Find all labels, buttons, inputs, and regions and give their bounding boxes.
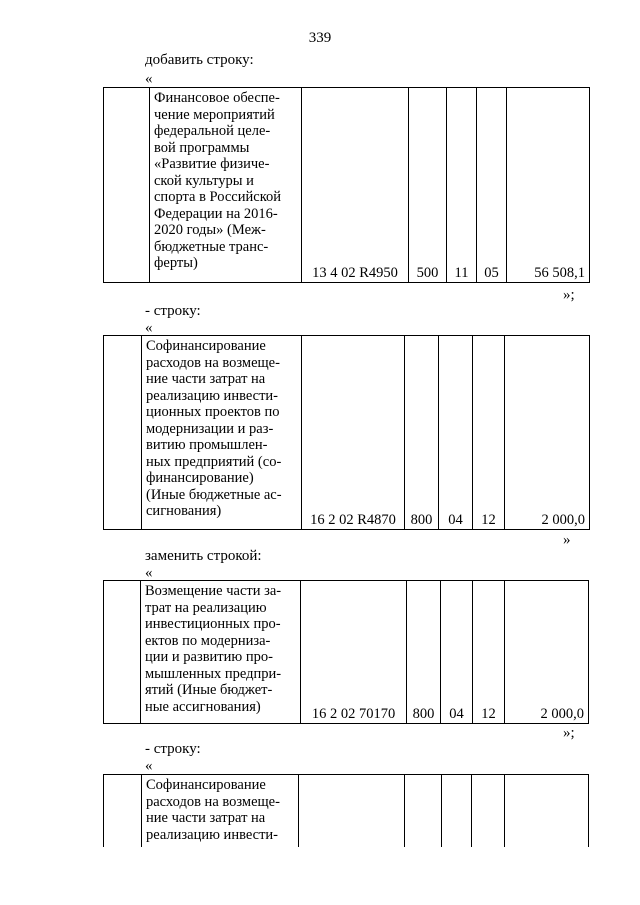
section-code-cell xyxy=(442,775,472,847)
expense-type-code-cell: 800 xyxy=(405,336,439,530)
open-quote: « xyxy=(145,320,153,336)
instruction-label: - строку: xyxy=(145,741,201,757)
budget-table xyxy=(103,580,589,724)
expense-type-code-cell: 800 xyxy=(407,581,441,724)
empty-cell xyxy=(104,336,142,530)
section-code-cell: 11 xyxy=(447,88,477,283)
page-number: 339 xyxy=(308,30,332,46)
budget-table xyxy=(103,87,590,283)
close-quote: »; xyxy=(563,725,575,741)
table-row xyxy=(104,336,590,530)
amount-cell: 56 508,1 xyxy=(507,88,590,283)
open-quote: « xyxy=(145,565,153,581)
amount-cell: 2 000,0 xyxy=(505,336,590,530)
empty-cell xyxy=(104,581,141,724)
open-quote: « xyxy=(145,71,153,87)
expense-name-cell: Софинансирование расходов на возмеще- ние части затрат на реализацию инвести- xyxy=(142,775,299,847)
budget-table xyxy=(103,774,589,847)
subsection-code-cell: 12 xyxy=(473,336,505,530)
target-article-code-cell: 13 4 02 R4950 xyxy=(302,88,409,283)
amount-cell xyxy=(505,775,589,847)
expense-name-cell: Софинансирование расходов на возмеще- ние части затрат на реализацию инвести- ционных проектов по модернизации и раз- витию промышлен- ных предприятий (со- финансирование) (Иные бюджетные ас- сигнования) xyxy=(142,336,302,530)
table-row xyxy=(104,775,589,847)
target-article-code-cell: 16 2 02 70170 xyxy=(301,581,407,724)
instruction-label: заменить строкой: xyxy=(145,548,262,564)
open-quote: « xyxy=(145,758,153,774)
target-article-code-cell: 16 2 02 R4870 xyxy=(302,336,405,530)
subsection-code-cell: 05 xyxy=(477,88,507,283)
table-row xyxy=(104,88,590,283)
empty-cell xyxy=(104,88,150,283)
section-code-cell: 04 xyxy=(441,581,473,724)
expense-name-cell: Финансовое обеспе- чение мероприятий федеральной целе- вой программы «Развитие физиче- ской культуры и спорта в Российской Федерации на 2016- 2020 годы» (Меж- бюджетные транс- ферты) xyxy=(150,88,302,283)
amount-cell: 2 000,0 xyxy=(505,581,589,724)
table-row xyxy=(104,581,589,724)
instruction-label: добавить строку: xyxy=(145,52,254,68)
expense-type-code-cell: 500 xyxy=(409,88,447,283)
budget-table xyxy=(103,335,590,530)
target-article-code-cell xyxy=(299,775,405,847)
instruction-label: - строку: xyxy=(145,303,201,319)
subsection-code-cell: 12 xyxy=(473,581,505,724)
expense-type-code-cell xyxy=(405,775,442,847)
close-quote: » xyxy=(563,532,571,548)
section-code-cell: 04 xyxy=(439,336,473,530)
subsection-code-cell xyxy=(472,775,505,847)
empty-cell xyxy=(104,775,142,847)
close-quote: »; xyxy=(563,287,575,303)
expense-name-cell: Возмещение части за- трат на реализацию инвестиционных про- ектов по модерниза- ции и развитию про- мышленных предпри- ятий (Иные бюджет- ные ассигнования) xyxy=(141,581,301,724)
